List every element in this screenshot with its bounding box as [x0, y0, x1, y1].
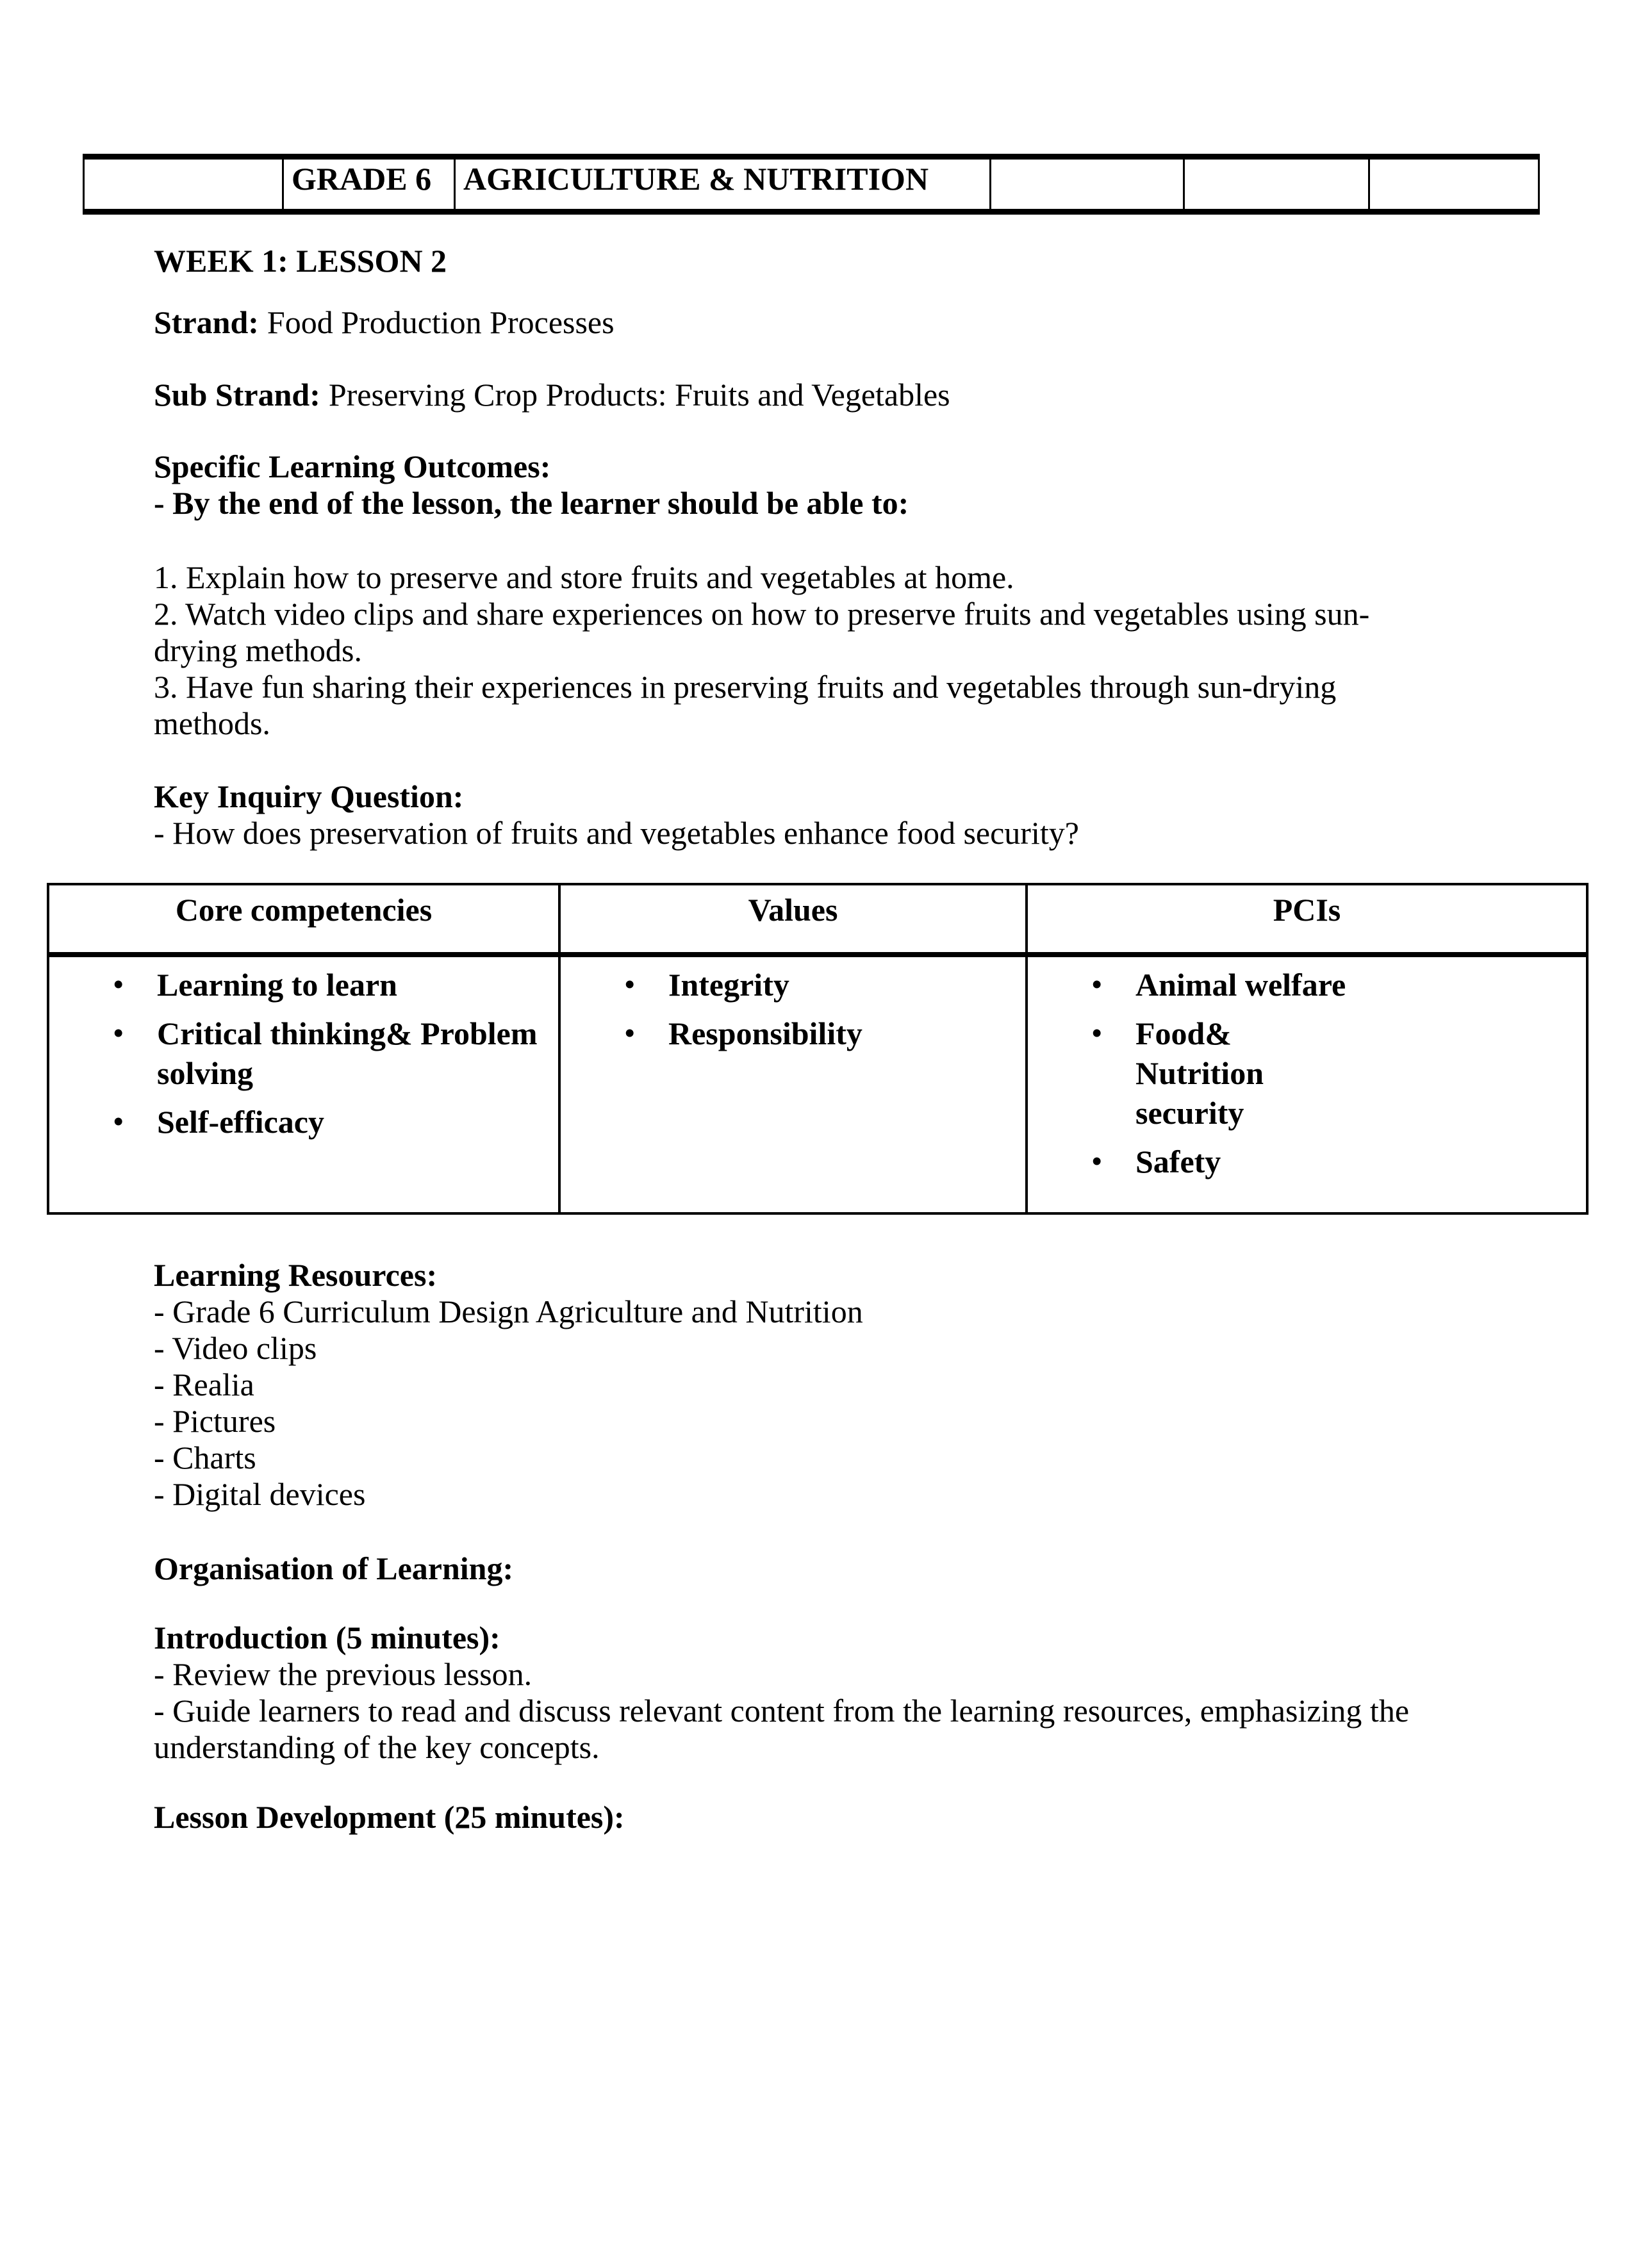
organisation-heading: Organisation of Learning:: [154, 1550, 514, 1586]
bullet-icon: •: [113, 1106, 124, 1137]
list-item-text: Safety: [1135, 1144, 1221, 1179]
sub-strand-line: [154, 377, 1564, 413]
outcomes-intro: - By the end of the lesson, the learner should be able to:: [154, 485, 909, 521]
competency-table: [47, 883, 1589, 1215]
list-item: [49, 1102, 548, 1142]
list-item: [1028, 1142, 1576, 1181]
header-cell-grade: GRADE 6: [283, 157, 455, 212]
list-item-text: Food&: [1135, 1015, 1232, 1051]
bullet-icon: •: [1092, 969, 1102, 1000]
outcomes-heading: Specific Learning Outcomes:: [154, 448, 551, 484]
bullet-icon: •: [1092, 1017, 1102, 1049]
list-item-text: security: [1135, 1095, 1244, 1131]
learning-resources-heading: Learning Resources:: [154, 1257, 438, 1293]
list-item-text: Animal welfare: [1135, 967, 1346, 1003]
resource-item: - Pictures: [154, 1403, 276, 1439]
header-pcis: PCIs: [1027, 884, 1587, 955]
introduction-line: - Review the previous lesson.: [154, 1656, 532, 1692]
outcome-line-3: 3. Have fun sharing their experiences in preserving fruits and vegetables through sun-drying: [154, 669, 1337, 705]
list-item: [561, 965, 1015, 1005]
introduction-line: - Guide learners to read and discuss relevant content from the learning resources, emphasizing the: [154, 1693, 1410, 1729]
values-list: [561, 965, 1015, 1053]
competency-table-body-row: [48, 955, 1587, 1213]
strand-label: Strand:: [154, 304, 259, 340]
list-item-text: Learning to learn: [157, 967, 397, 1003]
list-item: [49, 965, 548, 1005]
outcomes-list: [0, 559, 1634, 742]
week-lesson-title: WEEK 1: LESSON 2: [154, 243, 447, 279]
list-item: [1028, 1014, 1576, 1133]
learning-resources-list: [0, 1294, 1634, 1513]
outcome-line-2b: drying methods.: [154, 632, 362, 668]
list-item: [49, 1014, 548, 1093]
header-core-competencies: Core competencies: [48, 884, 559, 955]
pcis-list: [1028, 965, 1576, 1181]
header-values: Values: [559, 884, 1027, 955]
bullet-icon: •: [625, 969, 635, 1000]
bullet-icon: •: [1092, 1146, 1102, 1177]
document-page: [0, 154, 1634, 2268]
list-item: [561, 1014, 1015, 1053]
header-table-row: [84, 157, 1539, 212]
resource-item: - Grade 6 Curriculum Design Agriculture and Nutrition: [154, 1294, 863, 1329]
key-inquiry-question: - How does preservation of fruits and vegetables enhance food security?: [154, 815, 1079, 851]
introduction-heading: Introduction (5 minutes):: [154, 1620, 500, 1656]
strand-value: Food Production Processes: [267, 304, 615, 340]
list-item-text: Self-efficacy: [157, 1104, 324, 1140]
competency-table-header-row: [48, 884, 1587, 955]
header-cell-empty-1: [84, 157, 283, 212]
outcome-line-2: 2. Watch video clips and share experiences on how to preserve fruits and vegetables using sun-: [154, 596, 1370, 632]
sub-strand-value: Preserving Crop Products: Fruits and Vegetables: [328, 377, 950, 413]
resource-item: - Video clips: [154, 1330, 317, 1366]
lesson-development-heading: Lesson Development (25 minutes):: [154, 1799, 625, 1835]
list-item-text: Responsibility: [668, 1015, 862, 1051]
core-competencies-cell: [48, 955, 559, 1213]
introduction-line: understanding of the key concepts.: [154, 1729, 600, 1765]
outcome-line-3b: methods.: [154, 705, 270, 741]
outcome-line-1: 1. Explain how to preserve and store fruits and vegetables at home.: [154, 559, 1014, 595]
header-cell-empty-3: [1184, 157, 1369, 212]
resource-item: - Realia: [154, 1367, 254, 1402]
header-cell-subject: AGRICULTURE & NUTRITION: [455, 157, 991, 212]
bullet-icon: •: [113, 969, 124, 1000]
core-competencies-list: [49, 965, 548, 1142]
resource-item: - Charts: [154, 1440, 256, 1475]
key-inquiry-heading: Key Inquiry Question:: [154, 778, 464, 814]
list-item-text: solving: [157, 1055, 254, 1091]
values-cell: [559, 955, 1027, 1213]
sub-strand-label: Sub Strand:: [154, 377, 320, 413]
strand-line: [154, 304, 1564, 341]
resource-item: - Digital devices: [154, 1476, 366, 1512]
pcis-cell: [1027, 955, 1587, 1213]
list-item: [1028, 965, 1576, 1005]
header-cell-empty-2: [991, 157, 1184, 212]
list-item-text: Critical thinking& Problem: [157, 1015, 538, 1051]
bullet-icon: •: [625, 1017, 635, 1049]
header-table: [83, 154, 1540, 215]
bullet-icon: •: [113, 1017, 124, 1049]
list-item-text: Integrity: [668, 967, 789, 1003]
list-item-text: Nutrition: [1135, 1055, 1264, 1091]
introduction-lines: [0, 1656, 1634, 1766]
header-cell-empty-4: [1369, 157, 1539, 212]
